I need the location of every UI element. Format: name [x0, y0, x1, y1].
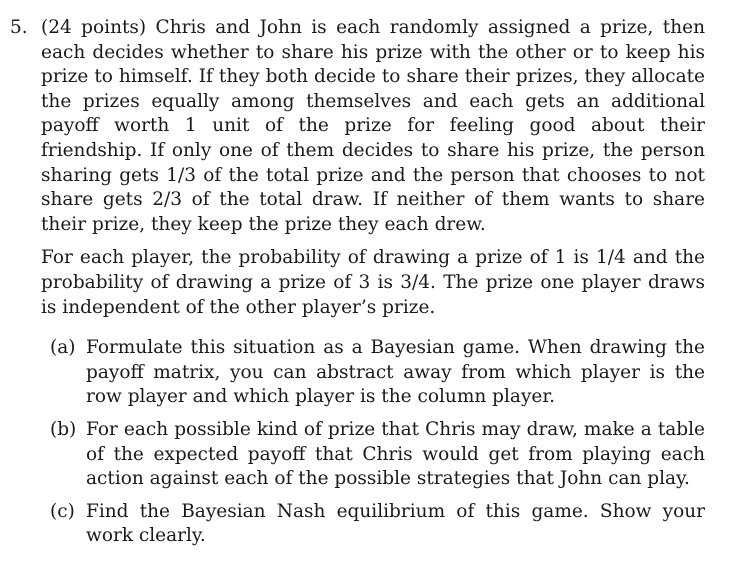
sub-question-c [41, 500, 705, 549]
sub-question-text: Formulate this situation as a Bayesian game. When drawing the payoff matrix, you can abstract away from which player is the row player and which player is the column player. [86, 337, 705, 408]
sub-question-text: For each possible kind of prize that Chris may draw, make a table of the expected payoff that Chris would get from playing each action against each of the possible strategies that John can play. [86, 418, 705, 490]
sub-question-label: (a) [50, 337, 76, 359]
probability-statement: For each player, the probability of drawing a prize of 1 is 1/4 and the probability of drawing a prize of 3 is 3/4. The prize one player draws is independent of the other player’s prize. [41, 247, 705, 318]
sub-question-label: (b) [50, 418, 77, 440]
sub-question-text: Find the Bayesian Nash equilibrium of this game. Show your work clearly. [86, 500, 705, 547]
problem-statement: (24 points) Chris and John is each randomly assigned a prize, then each decides whether to share his prize with the other or to keep his prize to himself. If they both decide to share their prizes, they allocate the prizes equally among themselves and each gets an additional payoff worth 1 unit of the prize for feeling good about their friendship. If only one of them decides to share his prize, the person sharing gets 1/3 of the total prize and the person that chooses to not share gets 2/3 of the total draw. If neither of them wants to share their prize, they keep the prize they each drew. [41, 17, 705, 235]
sub-question-b [41, 418, 705, 492]
problem-body [41, 16, 705, 549]
sub-question-a [41, 336, 705, 410]
problem-5 [10, 16, 705, 557]
problem-number: 5. [10, 17, 28, 38]
sub-questions [41, 336, 705, 549]
sub-question-label: (c) [50, 500, 75, 522]
